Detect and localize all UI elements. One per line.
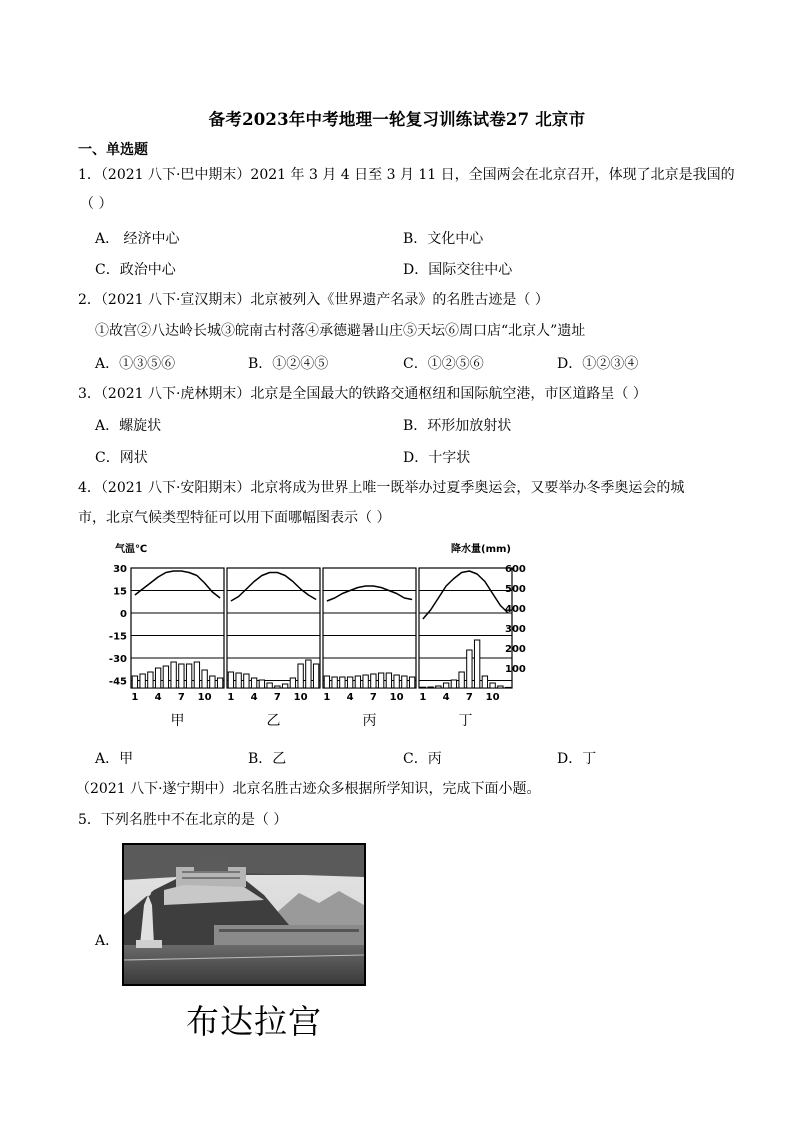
- precipitation-tick-label: 100: [505, 664, 526, 675]
- precipitation-bar: [347, 677, 352, 688]
- precipitation-bar: [443, 683, 448, 688]
- temperature-line: [231, 573, 316, 602]
- question-4-option-d[interactable]: D．丁: [557, 751, 597, 767]
- panel-frame: [131, 568, 224, 688]
- precipitation-bar: [498, 686, 503, 688]
- month-tick-label: 7: [273, 692, 281, 703]
- precipitation-bar: [132, 676, 137, 688]
- question-5-option-a[interactable]: A．: [95, 933, 120, 949]
- temperature-axis-label: 气温℃: [115, 544, 148, 555]
- panel-label: 乙: [266, 713, 281, 729]
- precipitation-bar: [290, 678, 295, 688]
- precipitation-bar: [202, 670, 207, 688]
- temperature-tick-label: -15: [108, 631, 127, 643]
- precipitation-bar: [282, 684, 287, 688]
- precipitation-bar: [163, 666, 168, 688]
- page-title: 备考2023年中考地理一轮复习训练试卷27 北京市: [208, 110, 586, 129]
- group-intro: （2021 八下·遂宁期中）北京名胜古迹众多根据所学知识，完成下面小题。: [76, 781, 541, 797]
- panel-label: 丙: [362, 713, 377, 729]
- precipitation-bar: [428, 687, 433, 688]
- month-tick-label: 1: [131, 692, 139, 703]
- precipitation-bar: [298, 664, 303, 688]
- question-2-stem: 2．（2021 八下·宣汉期末）北京被列入《世界遗产名录》的名胜古迹是（ ）: [78, 292, 549, 308]
- month-tick-label: 7: [465, 692, 473, 703]
- temperature-tick-label: -45: [108, 676, 127, 688]
- precipitation-bar: [340, 677, 345, 688]
- precipitation-bar: [267, 683, 272, 688]
- precipitation-bar: [363, 675, 368, 688]
- precipitation-bar: [217, 678, 222, 688]
- question-2-option-b[interactable]: B．①②④⑤: [248, 356, 329, 372]
- precipitation-bar: [155, 668, 160, 688]
- precipitation-bar: [171, 662, 176, 688]
- question-2-option-a[interactable]: A．①③⑤⑥: [95, 356, 176, 372]
- precipitation-bar: [186, 664, 191, 688]
- month-tick-label: 10: [197, 692, 212, 703]
- potala-palace-illustration: [124, 845, 364, 984]
- precipitation-bar: [236, 673, 241, 688]
- month-tick-label: 10: [485, 692, 500, 703]
- question-1-option-c[interactable]: C．政治中心: [95, 262, 176, 278]
- month-tick-label: 4: [346, 692, 354, 703]
- precipitation-tick-label: 600: [505, 564, 526, 575]
- temperature-line: [135, 571, 220, 598]
- question-1-option-d[interactable]: D．国际交往中心: [403, 262, 513, 278]
- question-5-stem: 5．下列名胜中不在北京的是（ ）: [78, 812, 288, 828]
- question-2-items: ①故宫②八达岭长城③皖南古村落④承德避暑山庄⑤天坛⑥周口店“北京人”遗址: [95, 323, 586, 339]
- question-3-option-d[interactable]: D．十字状: [403, 450, 471, 466]
- question-3-stem: 3．（2021 八下·虎林期末）北京是全国最大的铁路交通枢纽和国际航空港，市区道路呈（ ）: [78, 386, 647, 402]
- precipitation-bar: [210, 676, 215, 688]
- precipitation-bar: [194, 662, 199, 688]
- precipitation-bar: [306, 660, 311, 688]
- month-tick-label: 4: [442, 692, 450, 703]
- precipitation-bar: [378, 673, 383, 688]
- question-4-stem-line2: 市，北京气候类型特征可以用下面哪幅图表示（ ）: [78, 510, 391, 526]
- question-1-stem-line1: 1．（2021 八下·巴中期末）2021 年 3 月 4 日至 3 月 11 日，全国两会在北京召开，体现了北京是我国的: [78, 167, 735, 183]
- question-3-option-a[interactable]: A．螺旋状: [95, 418, 162, 434]
- month-tick-label: 4: [154, 692, 162, 703]
- precipitation-bar: [420, 687, 425, 688]
- precipitation-bar: [394, 675, 399, 688]
- precipitation-axis-label: 降水量(mm): [451, 544, 511, 555]
- question-2-option-c[interactable]: C．①②⑤⑥: [403, 356, 484, 372]
- precipitation-bar: [179, 664, 184, 688]
- temperature-line: [327, 586, 412, 601]
- question-4-option-b[interactable]: B．乙: [248, 751, 287, 767]
- question-3-option-b[interactable]: B．环形加放射状: [403, 418, 512, 434]
- precipitation-bar: [436, 686, 441, 688]
- precipitation-bar: [244, 674, 249, 688]
- precipitation-tick-label: 400: [505, 604, 526, 615]
- precipitation-bar: [386, 673, 391, 688]
- precipitation-bar: [451, 680, 456, 688]
- precipitation-bar: [140, 674, 145, 688]
- temperature-tick-label: 15: [113, 586, 127, 598]
- precipitation-bar: [324, 676, 329, 688]
- question-1-option-a[interactable]: A． 经济中心: [95, 231, 180, 247]
- precipitation-bar: [313, 664, 318, 688]
- precipitation-bar: [402, 676, 407, 688]
- month-tick-label: 1: [419, 692, 427, 703]
- panel-label: 丁: [458, 713, 473, 729]
- precipitation-bar: [332, 677, 337, 688]
- climate-charts: [108, 540, 526, 732]
- question-2-option-d[interactable]: D．①②③④: [557, 356, 639, 372]
- precipitation-bar: [482, 676, 487, 688]
- precipitation-bar: [275, 686, 280, 688]
- month-tick-label: 1: [227, 692, 235, 703]
- question-1-stem-line2: （ ）: [80, 196, 113, 212]
- precipitation-bar: [409, 677, 414, 688]
- potala-palace-photo[interactable]: [122, 843, 366, 986]
- precipitation-bar: [259, 680, 264, 688]
- question-3-option-c[interactable]: C．网状: [95, 450, 148, 466]
- precipitation-bar: [148, 672, 153, 688]
- section-heading: 一、单选题: [78, 142, 148, 158]
- temperature-tick-label: -30: [108, 654, 127, 665]
- question-1-option-b[interactable]: B．文化中心: [403, 231, 484, 247]
- precipitation-bar: [459, 672, 464, 688]
- photo-caption: 布达拉宫: [186, 1002, 322, 1041]
- precipitation-bar: [505, 687, 510, 688]
- month-tick-label: 1: [323, 692, 331, 703]
- precipitation-tick-label: 500: [505, 584, 526, 595]
- temperature-tick-label: 0: [120, 609, 127, 620]
- month-tick-label: 7: [369, 692, 377, 703]
- temperature-tick-label: 30: [113, 564, 127, 575]
- precipitation-bar: [474, 640, 479, 688]
- precipitation-bar: [251, 678, 256, 688]
- precipitation-bar: [355, 676, 360, 688]
- question-4-option-a[interactable]: A．甲: [95, 751, 134, 767]
- precipitation-bar: [467, 650, 472, 688]
- month-tick-label: 7: [177, 692, 185, 703]
- month-tick-label: 4: [250, 692, 258, 703]
- month-tick-label: 10: [389, 692, 404, 703]
- precipitation-tick-label: 300: [505, 624, 526, 635]
- precipitation-bar: [371, 674, 376, 688]
- temperature-line: [423, 571, 508, 619]
- precipitation-bar: [228, 672, 233, 688]
- question-4-option-c[interactable]: C．丙: [403, 751, 442, 767]
- precipitation-tick-label: 200: [505, 644, 526, 655]
- question-4-stem-line1: 4．（2021 八下·安阳期末）北京将成为世界上唯一既举办过夏季奥运会，又要举办冬季奥运会的城: [78, 480, 685, 496]
- month-tick-label: 10: [293, 692, 308, 703]
- panel-frame: [419, 568, 512, 688]
- precipitation-bar: [490, 683, 495, 688]
- panel-label: 甲: [170, 713, 185, 729]
